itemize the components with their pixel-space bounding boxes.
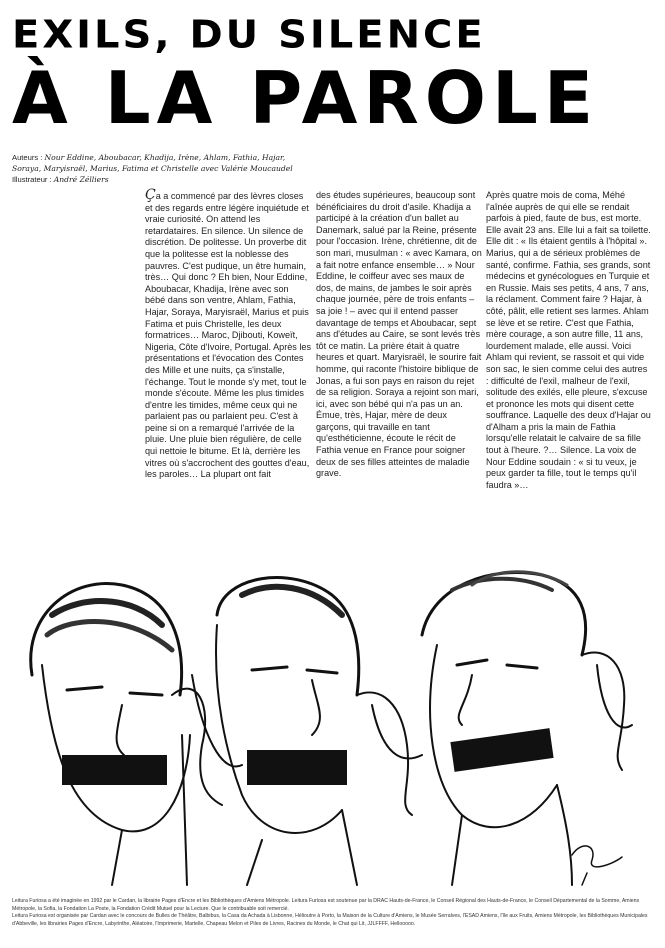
body-column-2	[316, 190, 482, 480]
body-text-2: des études supérieures, beaucoup sont bénéficiaires du droit d'asile. Khadija a participé à la création d'un ballet au Danemark, salué par la Reine, présente pour l'occasion. Irène, chrétienne, dit de son mari, musulman : « avec Kamara, on a fait notre enfance ensemble… » Nour Eddine, le coiffeur avec ses maux de dos, de mains, de jambes le soir après chaque journée, père de trois enfants – sa joie ! – avec qui il entend passer davantage de temps et Aboubacar, sept ans d'études au Caire, se sont levés très tôt ce matin. La prière était à quatre heures et quart. Maryisraël, le sourire fait homme, qui raconte l'histoire biblique de Jonas, a fui son pays en raison du rejet de sa religion. Soraya a rejoint son mari, ici, avec son bébé qui n'a pas un an. Émue, très, Hajar, mère de deux garçons, qui travaille en tant qu'esthéticienne, écoute le récit de Fathia venue en France pour soigner deux de ses filles atteintes de maladie grave.	[316, 190, 482, 479]
tape-left	[62, 755, 167, 785]
face-right	[422, 572, 632, 885]
face-center	[216, 578, 422, 885]
body-text-3: Après quatre mois de coma, Méhé l'aînée auprès de qui elle se rendait parfois à pied, faute de bus, est morte. Elle avait 23 ans. Elle lui a fait sa toilette. Elle dit : « Ils étaient gentils à l'hôpital ». Marius, qui a de sérieux problèmes de santé, confirme. Fathia, ses grands, sont médecins et gynécologues en Turquie et en Russie. Mais ses petits, 4 ans, 7 ans, la réclament. Comment faire ? Hajar, à côté, pâlit, elle retient ses larmes. Ahlam se lève et se retire. C'est que Fathia, mère courage, a son autre fille, 11 ans, lourdement malade, elle aussi. Voici Ahlam qui revient, se rassoit et qui vide son sac, le sien comme celui des autres : difficulté de l'exil, malheur de l'exil, solitude des exilés, elle pleure, s'excuse et prononce les mots qui disent cette souffrance. Laquelle des deux d'Hajar ou d'Alham a pris la main de Fathia lorsqu'elle relatait le calvaire de sa fille tout à l'heure. ?… Silence. La voix de Nour Eddine soudain : « si tu veux, je peux garder ta fille, tout le temps qu'il faudra »…	[486, 190, 651, 490]
authors-label: Auteurs :	[12, 153, 43, 162]
footer-credits	[12, 898, 652, 928]
authors-line	[12, 152, 312, 174]
tape-center	[247, 750, 347, 785]
face-left	[31, 583, 242, 885]
signature-mark	[572, 846, 622, 885]
illustrator-label: Illustrateur :	[12, 175, 52, 184]
footer-line-2: Leitura Furiosa est organisée par Cardan avec le concours de Bulles de Théâtre, Balbibus, la Casa da Achada à Lisbonne, Hélioutre à Porto, la Maison de la Culture d'Amiens, le Musée Serralves, l'ESAD Amiens, l'île aux Fruits, Amiens Métropole, les Bibliothèques Municipales d'Abbeville, les librairies Pages d'Encre, Labyrinthe, Aléatoire, l'Imprimerie, Martelle, Chapeau Melon et Piles de Livres, Racines du Monde, le Chat qui Lit, JJLFFFF, Hellooooo.	[12, 913, 648, 927]
footer-line-1: Leitura Furiosa a été imaginée en 1992 par le Cardan, la librairie Pages d'Encre et les Bibliothèques d'Amiens Métropole. Leitura Furiosa est soutenue par la DRAC Hauts-de-France, le Conseil Régional des Hauts-de-France, le Conseil Départemental de la Somme, Amiens Métropole, la Sofia, la Fondation La Poste, la Fondation Crédit Mutuel pour la Lecture. Que le contribuable soit remercié.	[12, 898, 640, 912]
tape-right	[450, 728, 553, 772]
body-column-3	[486, 190, 652, 491]
illustrator-line	[12, 174, 312, 185]
authors-names: Nour Eddine, Aboubacar, Khadija, Irène, Ahlam, Fathia, Hajar, Soraya, Maryisraël, Marius, Fatima et Christelle avec Valérie Moucaudel	[12, 153, 293, 173]
title-line-1: EXILS, DU SILENCE	[12, 13, 486, 57]
faces-illustration	[12, 555, 652, 895]
body-column-1	[145, 187, 312, 481]
illustrator-name: André Zélliers	[53, 175, 109, 184]
drop-cap: Ç	[145, 187, 156, 203]
title-line-2: À LA PAROLE	[12, 56, 600, 140]
body-text-1: a a commencé par des lèvres closes et des regards entre légère inquiétude et vraie curiosité. On attend les retardataires. En silence. Un silence de discrétion. De politesse. Un proverbe dit que la politesse est la noblesse des pauvres. C'est pudique, un être humain, très… Qui donc ? Eh bien, Nour Eddine, Aboubacar, Khadija, Irène avec son bébé dans son ventre, Ahlam, Fathia, Hajar, Soraya, Maryisraël, Marius et puis Fatima et puis Christelle, les deux formatrices… Maroc, Djibouti, Koweït, Nigeria, Côte d'Ivoire, Portugal. Après les présentations et l'évocation des Contes des Mille et une nuits, ça s'installe, l'échange. Tout le monde s'y met, tout le monde s'écoute. Même les plus timides d'entre les timides, même ceux qui ne parlaient pas ou parlaient peu. C'est à peine si on a remarqué l'arrivée de la pluie. Une pluie bien régulière, de celle qui nettoie le bitume. Et là, derrière les vitres où s'accrochent des gouttes d'eau, les paroles… La plupart ont fait	[145, 191, 312, 480]
credits	[12, 152, 312, 185]
